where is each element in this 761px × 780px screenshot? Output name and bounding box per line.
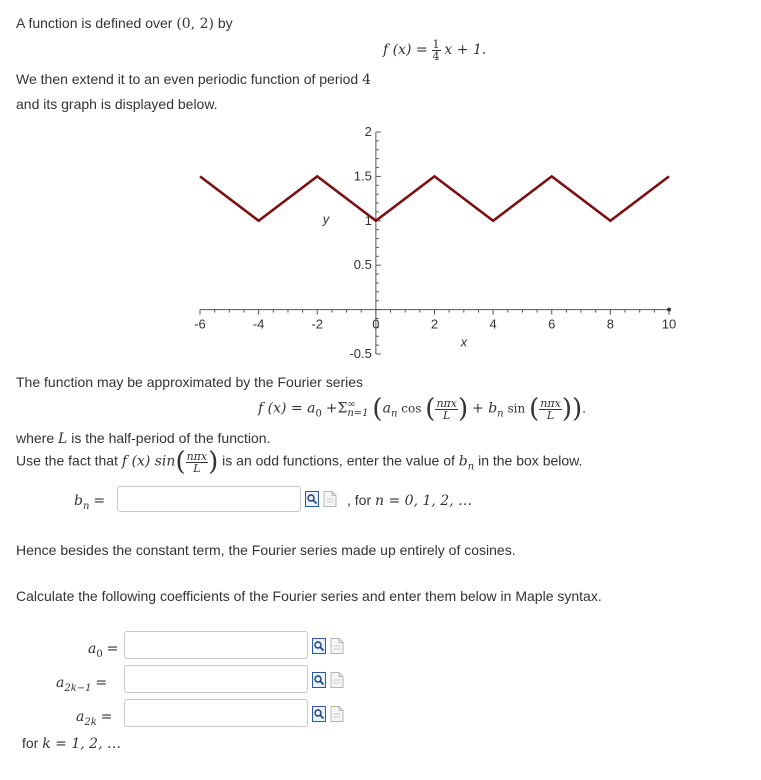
where-line: where L is the half-period of the function. <box>16 430 271 447</box>
a0-input[interactable] <box>124 631 308 659</box>
fraction-one-quarter: $\frac{1}{4}$ <box>432 38 440 63</box>
x-tick-label: 4 <box>489 316 497 332</box>
a0-input-tools <box>312 638 344 656</box>
x-tick-label: 2 <box>430 316 439 332</box>
a2k-minus-1-label: $a_{2k-1}$ = <box>56 675 108 694</box>
hence-text: Hence besides the constant term, the Fourier series made up entirely of cosines. <box>16 542 516 558</box>
a2k-minus-1-input-tools <box>312 672 344 690</box>
help-document-icon[interactable] <box>323 491 337 507</box>
preview-icon[interactable] <box>305 491 319 507</box>
calculate-text: Calculate the following coefficients of the Fourier series and enter them below in Maple syntax. <box>16 588 602 604</box>
help-document-icon[interactable] <box>330 672 344 688</box>
sigma-symbol: Σ <box>337 400 348 417</box>
a0-label: $a_0$ = <box>88 641 119 660</box>
bn-label: $b_n$ = <box>74 493 106 512</box>
fourier-label: The function may be approximated by the Fourier series <box>16 374 364 390</box>
intro-line-2: We then extend it to an even periodic function of period 4 <box>16 71 371 88</box>
x-tick-label: -2 <box>311 316 324 332</box>
a2k-input[interactable] <box>124 699 308 727</box>
preview-icon[interactable] <box>312 672 326 688</box>
bn-input[interactable] <box>117 486 301 512</box>
x-tick-label: 8 <box>606 316 614 332</box>
y-tick-label: 1.5 <box>353 168 372 184</box>
y-tick-label: 2 <box>364 124 372 139</box>
x-tick-label: 6 <box>548 316 556 332</box>
y-tick-label: 1 <box>364 212 372 228</box>
x-tick-label: 0 <box>372 316 380 332</box>
x-tick-label: 10 <box>661 316 677 332</box>
series-line-f <box>200 176 669 220</box>
intro-line-1: A function is defined over (0, 2) by <box>16 15 233 32</box>
x-axis-label: x <box>460 334 468 350</box>
function-definition: f (x) = $\frac{1}{4}$ x + 1. <box>383 38 487 63</box>
x-tick-label: -6 <box>194 316 206 332</box>
y-tick-label: 0.5 <box>353 257 372 273</box>
bn-suffix: , for n = 0, 1, 2, … <box>347 492 473 509</box>
y-tick-label: -0.5 <box>349 346 372 361</box>
intro-line-3: and its graph is displayed below. <box>16 96 218 112</box>
help-document-icon[interactable] <box>330 638 344 654</box>
x-tick-label: -4 <box>252 316 265 332</box>
preview-icon[interactable] <box>312 638 326 654</box>
a2k-minus-1-input[interactable] <box>124 665 308 693</box>
function-graph <box>0 120 761 370</box>
a2k-input-tools <box>312 706 344 724</box>
help-document-icon[interactable] <box>330 706 344 722</box>
a2k-label: $a_{2k}$ = <box>76 709 113 728</box>
y-axis-label: y <box>322 211 330 227</box>
interval: (0, 2) <box>176 16 214 32</box>
bn-input-tools <box>305 491 337 509</box>
for-k-line: for k = 1, 2, … <box>22 735 121 752</box>
period-value: 4 <box>362 72 371 88</box>
odd-function-line: Use the fact that f (x) sin( $\frac{\text{nπx}}{L}$ ) is an odd functions, enter the value of $b_n$ in the box below. <box>16 447 583 477</box>
fourier-series-formula: f $(x) = a_0 +\Sigma$ ∞ n=1 ($a_n$ cos ( $\frac{\text{nπx}}{L}$ ) + $b_n$ sin ( $\frac{\text{nπx}}{L}$ )). <box>258 394 587 424</box>
preview-icon[interactable] <box>312 706 326 722</box>
